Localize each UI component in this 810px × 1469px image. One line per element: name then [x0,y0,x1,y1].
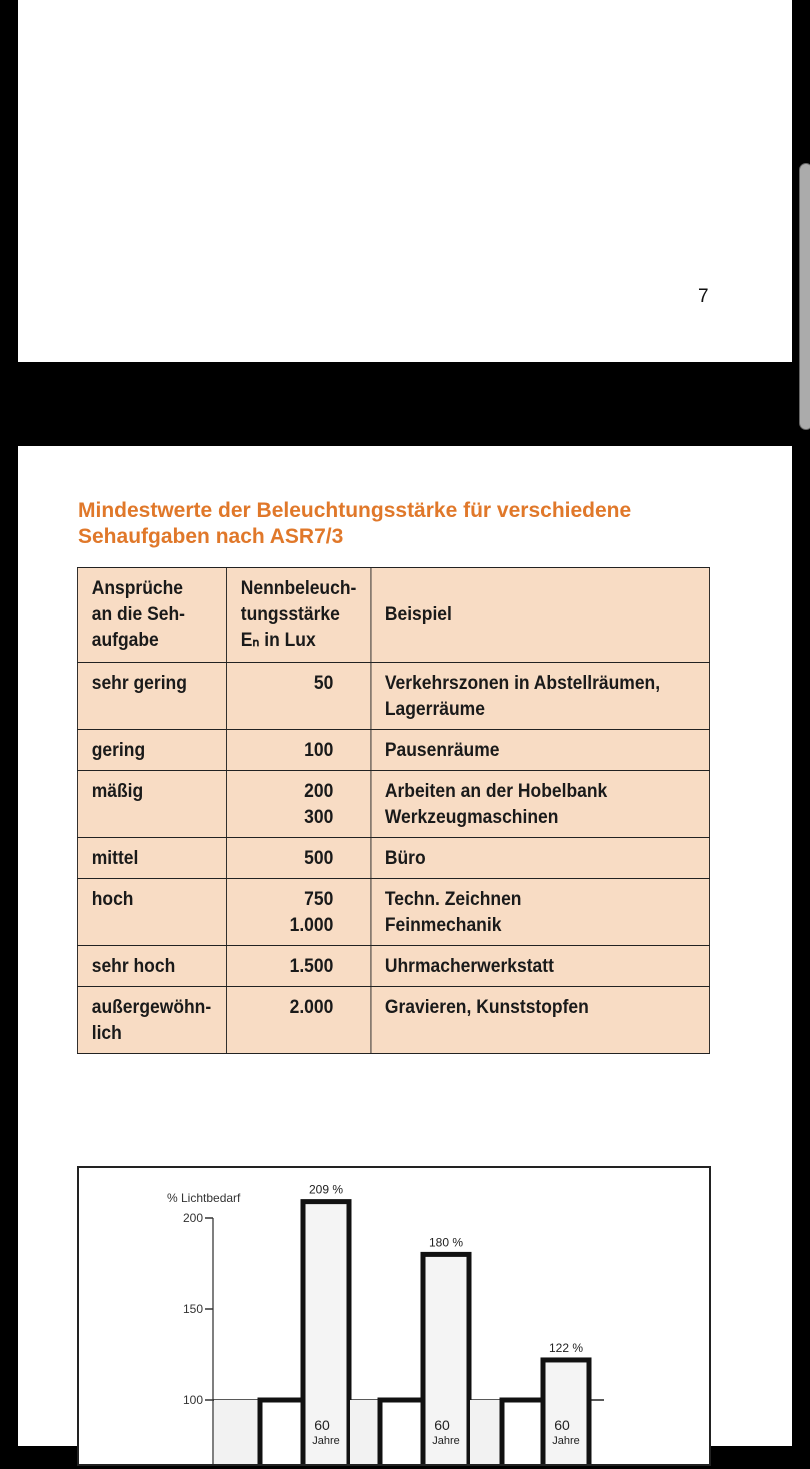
reference-bar-60 [380,1400,423,1464]
reference-bar [214,1400,260,1464]
cell-lux: 50 [227,663,371,730]
cell-lux: 750 1.000 [227,879,371,946]
cell-level: hoch [77,879,226,946]
table-row [77,838,709,879]
cell-example: Pausenräume [371,730,710,771]
table-header-row [77,568,709,663]
section-title [78,498,738,550]
table-row [77,730,709,771]
reference-bar [350,1400,380,1464]
y-tick-label: 150 [182,1302,203,1316]
bar-inner-label: 60 [434,1417,450,1433]
table-row [77,663,709,730]
cell-lux: 2.000 [227,987,371,1054]
cell-lux: 1.500 [227,946,371,987]
title-line-2: Sehaufgaben nach ASR7/3 [78,525,344,548]
bar-value-label: 122 % [548,1340,584,1355]
y-tick-label: 200 [182,1211,203,1225]
cell-level: außergewöhn- lich [77,987,226,1054]
table-row [77,879,709,946]
cell-lux: 500 [227,838,371,879]
cell-level: mittel [77,838,226,879]
document-page-8 [18,446,792,1446]
reference-bar [470,1400,502,1464]
bar-inner-label-2: Jahre [312,1435,340,1447]
cell-example: Gravieren, Kunststopfen [371,987,710,1054]
page-number: 7 [698,286,709,307]
scrollbar-thumb[interactable] [799,163,810,430]
y-axis-label: % Lichtbedarf [167,1191,241,1205]
cell-level: gering [77,730,226,771]
light-demand-chart [79,1168,709,1464]
bar-inner-label: 60 [554,1417,570,1433]
bar-122 [543,1360,589,1464]
bar-value-label: 180 % [428,1235,464,1250]
cell-level: sehr gering [77,663,226,730]
cell-example: Büro [371,838,710,879]
cell-example: Techn. Zeichnen Feinmechanik [371,879,710,946]
column-header: Beispiel [371,568,710,663]
table-row [77,771,709,838]
table-row [77,946,709,987]
bar-value-label: 209 % [308,1182,344,1197]
bar-inner-label: 60 [314,1417,330,1433]
document-page-7 [18,0,792,362]
cell-lux: 100 [227,730,371,771]
bar-inner-label-2: Jahre [552,1435,580,1447]
cell-lux: 200 300 [227,771,371,838]
column-header: Nennbeleuch- tungsstärke Eₙ in Lux [227,568,371,663]
reference-bar-60 [502,1400,543,1464]
light-demand-figure [77,1166,711,1466]
cell-example: Verkehrszonen in Abstellräumen, Lagerräume [371,663,710,730]
column-header: Ansprüche an die Seh- aufgabe [77,568,226,663]
reference-bar-60 [260,1400,303,1464]
bar-inner-label-2: Jahre [432,1435,460,1447]
cell-example: Arbeiten an der Hobelbank Werkzeugmaschinen [371,771,710,838]
cell-example: Uhrmacherwerkstatt [371,946,710,987]
y-tick-label: 100 [182,1393,203,1407]
cell-level: mäßig [77,771,226,838]
illuminance-table [77,567,710,1054]
cell-level: sehr hoch [77,946,226,987]
table-row [77,987,709,1054]
title-line-1: Mindestwerte der Beleuchtungsstärke für verschiedene [78,499,632,522]
